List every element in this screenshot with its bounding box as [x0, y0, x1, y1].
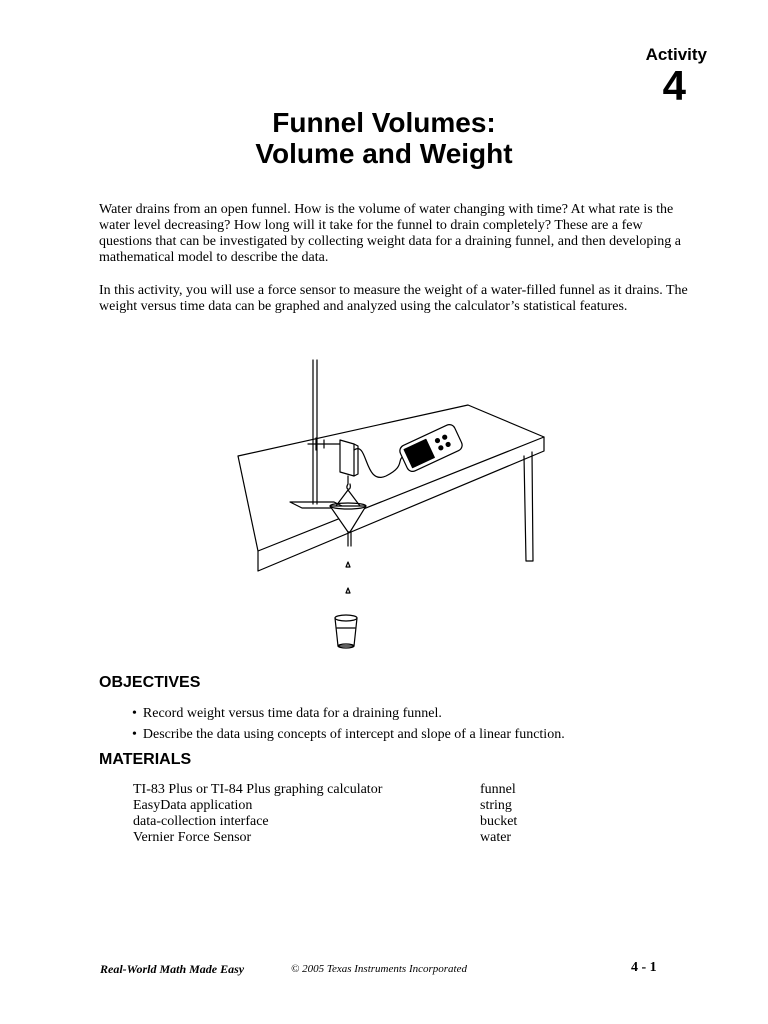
materials-row	[133, 814, 517, 830]
intro-paragraph-2: In this activity, you will use a force sensor to measure the weight of a water-filled funnel as it drains. The weight versus time data can be graphed and analyzed using the calculator’s statistical features.	[99, 283, 688, 314]
footer-copyright: © 2005 Texas Instruments Incorporated	[291, 963, 467, 975]
title-line-2: Volume and Weight	[255, 138, 513, 169]
footer-book-title: Real-World Math Made Easy	[100, 962, 245, 976]
table-top	[238, 405, 544, 551]
force-sensor	[340, 440, 354, 476]
page-title	[0, 107, 768, 169]
materials-row	[133, 782, 517, 798]
material-item: data-collection interface	[133, 814, 269, 829]
materials-list	[133, 782, 517, 846]
material-item: string	[480, 798, 512, 813]
apparatus-illustration	[236, 356, 562, 654]
material-item: Vernier Force Sensor	[133, 830, 252, 845]
materials-heading: MATERIALS	[99, 751, 192, 768]
material-item: TI-83 Plus or TI-84 Plus graphing calculator	[133, 782, 383, 797]
objective-item: • Record weight versus time data for a draining funnel.	[132, 703, 565, 724]
material-item: funnel	[480, 782, 516, 797]
water-drop	[346, 588, 350, 593]
materials-row	[133, 830, 517, 846]
intro-paragraph-1: Water drains from an open funnel. How is the volume of water changing with time? At what rate is the water level decreasing? How long will it take for the funnel to drain completely? These are a few questions that can be investigated by collecting weight data for a draining funnel, and then developing a mathematical model to describe the data.	[99, 202, 681, 265]
material-item: water	[480, 830, 512, 845]
objectives-heading: OBJECTIVES	[99, 674, 201, 691]
water-drop	[346, 562, 350, 567]
material-item: bucket	[480, 814, 518, 829]
activity-number: 4	[662, 62, 686, 109]
objectives-list	[132, 703, 565, 745]
material-item: EasyData application	[133, 798, 253, 813]
activity-label: Activity	[645, 45, 707, 64]
table-leg	[524, 452, 533, 561]
materials-row	[133, 798, 517, 814]
title-line-1: Funnel Volumes:	[272, 107, 496, 138]
page-number: 4 - 1	[631, 960, 657, 975]
bucket	[335, 615, 357, 648]
objective-item: • Describe the data using concepts of intercept and slope of a linear function.	[132, 724, 565, 745]
